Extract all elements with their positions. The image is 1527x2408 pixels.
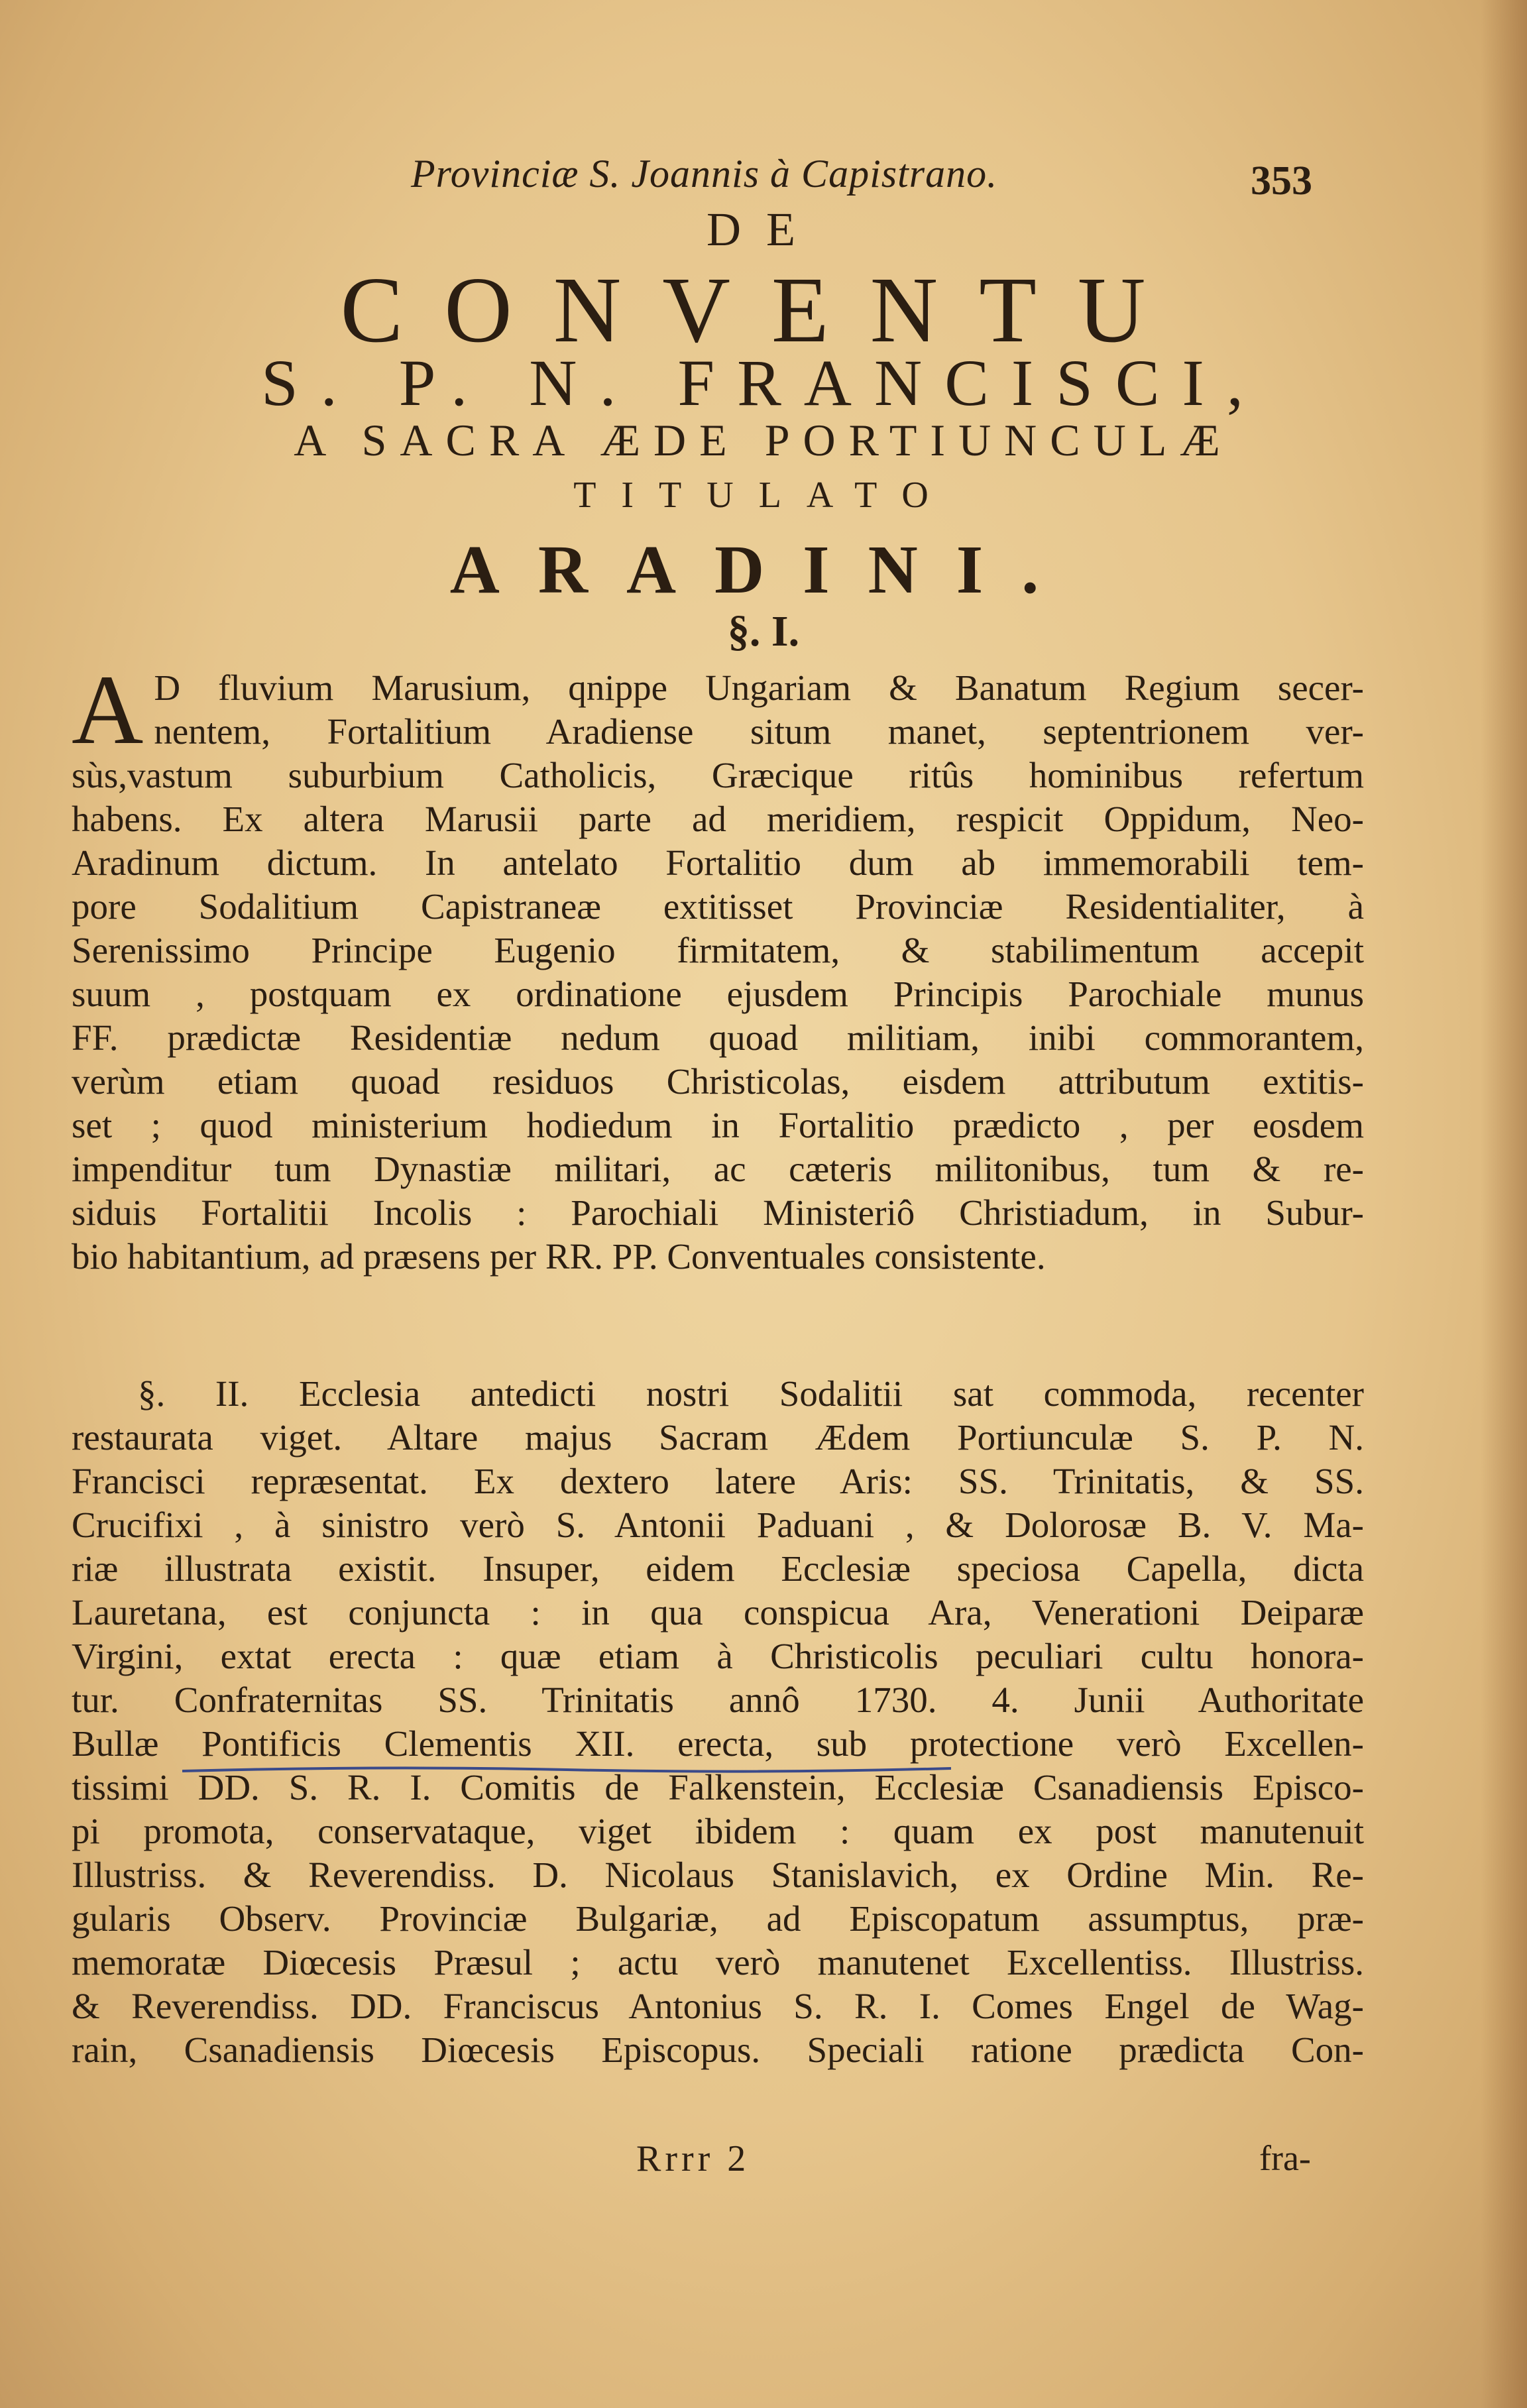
running-title: Provinciæ S. Joannis à Capistrano. (411, 152, 998, 196)
text-line: verùm etiam quoad residuos Christicolas, eisdem attributum extitis- (72, 1061, 1364, 1102)
paragraph-1 (72, 655, 1364, 1279)
text-line: Francisci repræsentat. Ex dextero latere Aris: SS. Trinitatis, & SS. (72, 1461, 1364, 1501)
text-line: restaurata viget. Altare majus Sacram Ædem Portiunculæ S. P. N. (72, 1417, 1364, 1458)
text-line: nentem, Fortalitium Aradiense situm manet, septentrionem ver- (154, 711, 1364, 752)
text-line: suum , postquam ex ordinatione ejusdem Principis Parochiale munus (72, 974, 1364, 1014)
paragraph-2 (72, 1372, 1364, 2072)
text-line: siduis Fortalitii Incolis : Parochiali Ministeriô Christiadum, in Subur- (72, 1192, 1364, 1233)
pen-underline-mark (182, 1763, 951, 1776)
heading-conventu: CONVENTU (340, 257, 1187, 362)
text-line: pi promota, conservataque, viget ibidem : quam ex post manutenuit (72, 1811, 1364, 1851)
text-line: bio habitantium, ad præsens per RR. PP. Conventuales consistente. (72, 1236, 1046, 1277)
heading-aradini: ARADINI. (449, 532, 1078, 608)
heading-de: DE (707, 203, 820, 256)
text-line: Crucifixi , à sinistro verò S. Antonii Paduani , & Dolorosæ B. V. Ma- (72, 1505, 1364, 1545)
text-line: sùs,vastum suburbium Catholicis, Græcique ritûs hominibus refertum (72, 755, 1364, 795)
text-line: habens. Ex altera Marusii parte ad meridiem, respicit Oppidum, Neo- (72, 799, 1364, 839)
heading-sacra-aede: A SACRA ÆDE PORTIUNCULÆ (294, 415, 1233, 465)
page-number: 353 (1251, 158, 1312, 203)
text-line: rain, Csanadiensis Diœcesis Episcopus. Speciali ratione prædicta Con- (72, 2030, 1364, 2070)
text-line: Bullæ Pontificis Clementis XII. erecta, sub protectione verò Excellen- (72, 1723, 1364, 1764)
text-line: Virgini, extat erecta : quæ etiam à Christicolis peculiari cultu honora- (72, 1636, 1364, 1676)
text-line: riæ illustrata existit. Insuper, eidem Ecclesiæ speciosa Capella, dicta (72, 1548, 1364, 1589)
text-line: Serenissimo Principe Eugenio firmitatem, & stabilimentum accepit (72, 930, 1364, 970)
heading-francisci: S. P. N. FRANCISCI, (261, 346, 1266, 420)
text-line: tissimi DD. S. R. I. Comitis de Falkenstein, Ecclesiæ Csanadiensis Episco- (72, 1767, 1364, 1807)
text-line: memoratæ Diœcesis Præsul ; actu verò manutenet Excellentiss. Illustriss. (72, 1942, 1364, 1982)
text-line: FF. prædictæ Residentiæ nedum quoad militiam, inibi commorantem, (72, 1017, 1364, 1058)
text-line: Illustriss. & Reverendiss. D. Nicolaus Stanislavich, ex Ordine Min. Re- (72, 1855, 1364, 1895)
text-line: pore Sodalitium Capistraneæ extitisset Provinciæ Residentialiter, à (72, 886, 1364, 927)
text-line: D fluvium Marusium, qnippe Ungariam & Banatum Regium secer- (154, 667, 1364, 708)
text-line: Lauretana, est conjuncta : in qua conspicua Ara, Venerationi Deiparæ (72, 1592, 1364, 1633)
text-line: impenditur tum Dynastiæ militari, ac cæteris militonibus, tum & re- (72, 1149, 1364, 1189)
text-line: tur. Confraternitas SS. Trinitatis annô 1730. 4. Junii Authoritate (72, 1680, 1364, 1720)
catchword: fra- (1259, 2138, 1311, 2178)
text-line: §. II. Ecclesia antedicti nostri Sodalitii sat commoda, recenter (138, 1373, 1364, 1414)
heading-titulato: TITULATO (573, 475, 954, 516)
section-mark-1: §. I. (727, 607, 800, 656)
text-line: gularis Observ. Provinciæ Bulgariæ, ad Episcopatum assumptus, præ- (72, 1898, 1364, 1939)
text-line: set ; quod ministerium hodiedum in Fortalitio prædicto , per eosdem (72, 1105, 1364, 1145)
drop-cap: A (72, 655, 144, 765)
text-line: & Reverendiss. DD. Franciscus Antonius S. R. I. Comes Engel de Wag- (72, 1986, 1364, 2026)
text-line: Aradinum dictum. In antelato Fortalitio dum ab immemorabili tem- (72, 842, 1364, 883)
signature-mark: Rrrr 2 (636, 2138, 750, 2179)
